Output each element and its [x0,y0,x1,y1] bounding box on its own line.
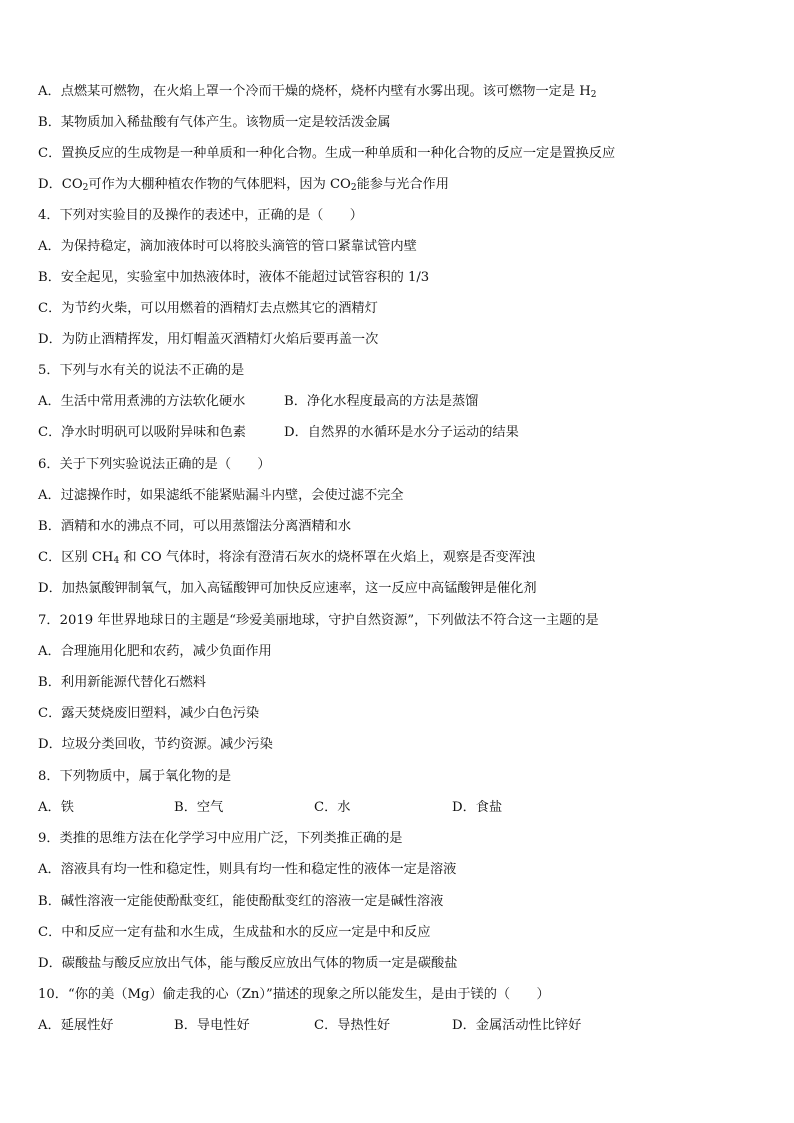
q9-option-b: B．碱性溶液一定能使酚酞变红，能使酚酞变红的溶液一定是碱性溶液 [38,894,444,909]
q5-option-a: A．生活中常用煮沸的方法软化硬水 [38,394,246,409]
q10-option-b: B．导电性好 [174,1018,250,1033]
q9-option-a: A．溶液具有均一性和稳定性，则具有均一性和稳定性的液体一定是溶液 [38,862,457,877]
q4-stem: 4．下列对实验目的及操作的表述中，正确的是（ ） [38,208,363,223]
q4-option-b: B．安全起见，实验室中加热液体时，液体不能超过试管容积的 1/3 [38,270,430,285]
q6-option-c: C．区别 $CH_4$ 和 CO 气体时，将涂有澄清石灰水的烧杯罩在火焰上，观察是否变浑浊 [38,550,536,566]
q4-option-d: D．为防止酒精挥发，用灯帽盖灭酒精灯火焰后要再盖一次 [38,332,379,347]
q8-option-d: D．食盐 [452,800,503,815]
q3-option-b: B．某物质加入稀盐酸有气体产生。该物质一定是较活泼金属 [38,115,391,130]
q9-option-d: D．碳酸盐与酸反应放出气体，能与酸反应放出气体的物质一定是碳酸盐 [38,956,458,971]
q5-option-d: D．自然界的水循环是水分子运动的结果 [284,425,519,440]
q10-option-a: A．延展性好 [38,1018,114,1033]
q10-options-row [38,1015,764,1037]
q6-stem: 6．关于下列实验说法正确的是（ ） [38,457,271,472]
q7-option-c: C．露天焚烧废旧塑料，减少白色污染 [38,706,260,721]
q8-option-b: B．空气 [174,800,224,815]
q10-stem: 10．“你的美（Mg）偷走我的心（Zn）”描述的现象之所以能发生，是由于镁的（ ） [38,987,550,1002]
q8-stem: 8．下列物质中，属于氧化物的是 [38,769,232,784]
q6-option-d: D．加热氯酸钾制氧气，加入高锰酸钾可加快反应速率，这一反应中高锰酸钾是催化剂 [38,581,537,596]
q7-option-b: B．利用新能源代替化石燃料 [38,675,206,690]
q7-option-d: D．垃圾分类回收，节约资源。减少污染 [38,737,273,752]
q5-options-row-2 [38,422,764,444]
q9-option-c: C．中和反应一定有盐和水生成，生成盐和水的反应一定是中和反应 [38,925,431,940]
q6-option-b: B．酒精和水的沸点不同，可以用蒸馏法分离酒精和水 [38,519,352,534]
q7-option-a: A．合理施用化肥和农药，减少负面作用 [38,644,272,659]
q8-option-a: A．铁 [38,800,74,815]
q4-option-c: C．为节约火柴，可以用燃着的酒精灯去点燃其它的酒精灯 [38,301,378,316]
q3-option-d: D．$CO_2$可作为大棚种植农作物的气体肥料，因为 $CO_2$能参与光合作用 [38,177,449,193]
q7-stem: 7．2019 年世界地球日的主题是“珍爱美丽地球，守护自然资源”，下列做法不符合这一主题的是 [38,613,599,628]
q3-option-a: A．点燃某可燃物，在火焰上罩一个冷而干燥的烧杯，烧杯内壁有水雾出现。该可燃物一定是 $H_2$ [38,84,597,100]
q5-option-b: B．净化水程度最高的方法是蒸馏 [284,394,479,409]
q5-options-row-1 [38,391,764,413]
q8-option-c: C．水 [314,800,351,815]
q9-stem: 9．类推的思维方法在化学学习中应用广泛，下列类推正确的是 [38,831,403,846]
q3-option-c: C．置换反应的生成物是一种单质和一种化合物。生成一种单质和一种化合物的反应一定是置换反应 [38,146,616,161]
q10-option-d: D．金属活动性比锌好 [452,1018,582,1033]
q5-stem: 5．下列与水有关的说法不正确的是 [38,363,245,378]
q5-option-c: C．净水时明矾可以吸附异味和色素 [38,425,246,440]
q8-options-row [38,797,764,819]
q6-option-a: A．过滤操作时，如果滤纸不能紧贴漏斗内壁，会使过滤不完全 [38,488,404,503]
q10-option-c: C．导热性好 [314,1018,391,1033]
q4-option-a: A．为保持稳定，滴加液体时可以将胶头滴管的管口紧靠试管内壁 [38,239,417,254]
